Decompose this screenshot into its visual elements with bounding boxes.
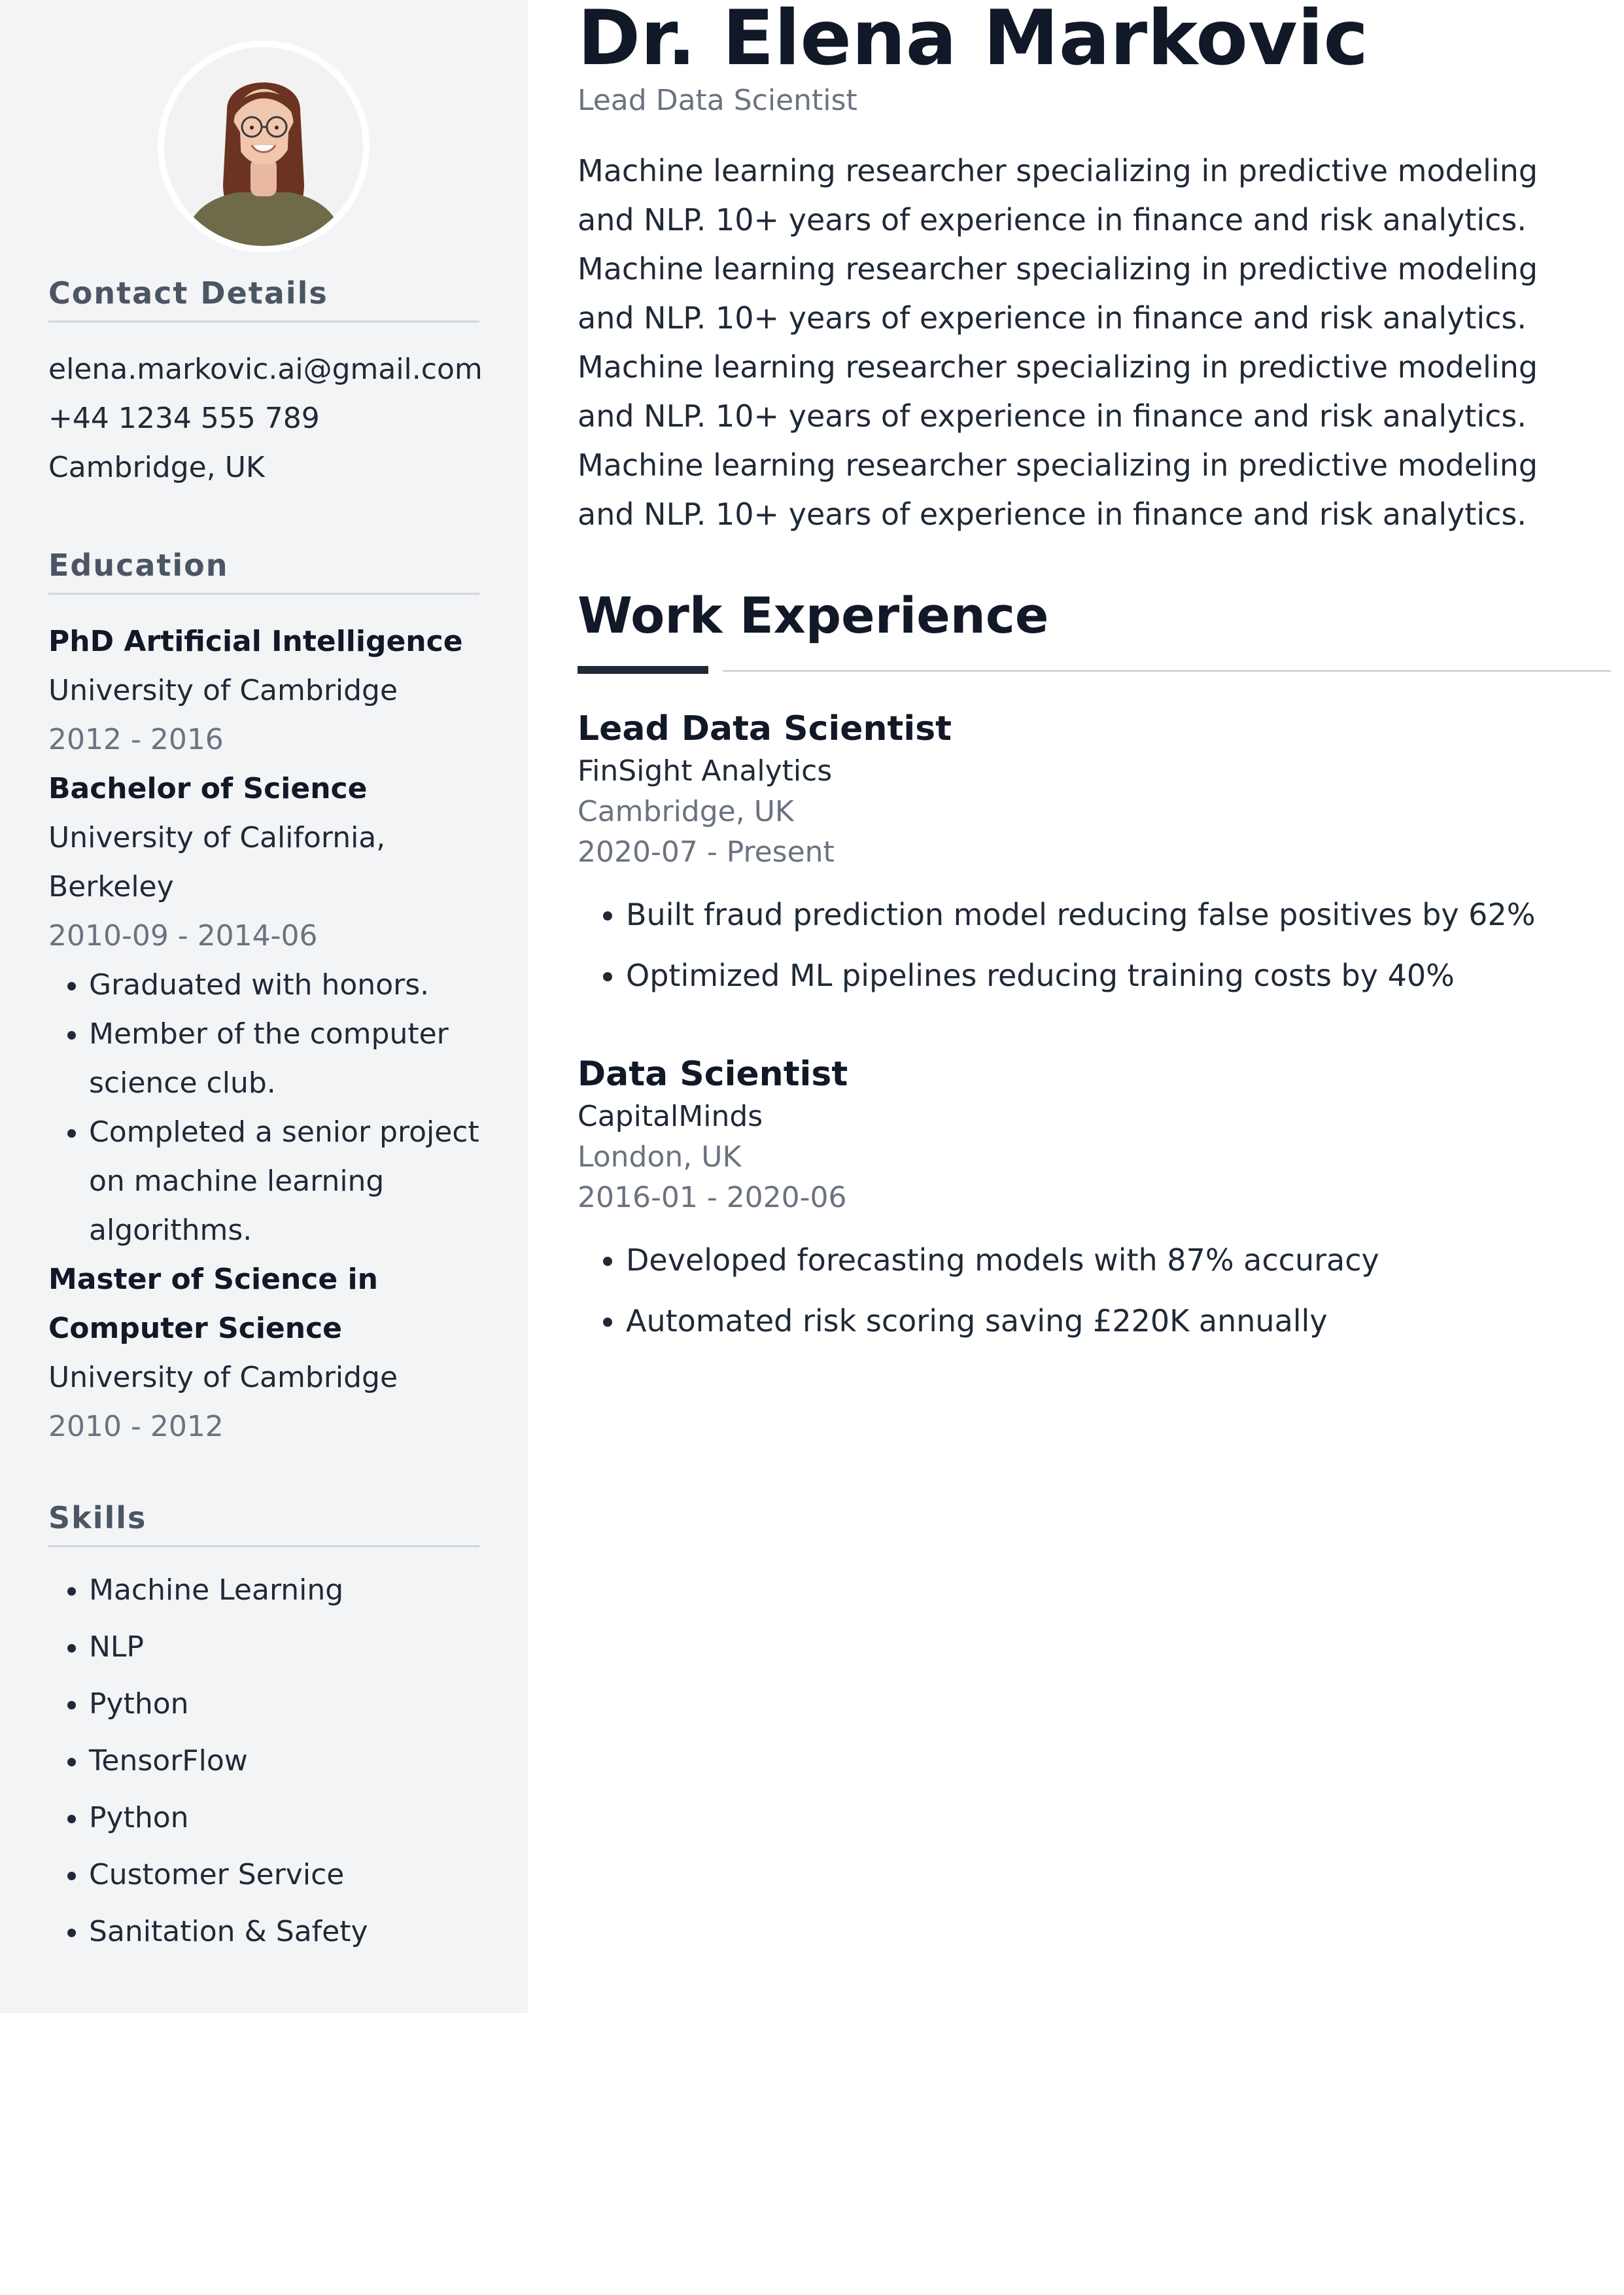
job-dates: 2020-07 - Present	[578, 835, 835, 869]
education-section	[48, 547, 479, 1451]
job-location: London, UK	[578, 1140, 742, 1174]
job-achievement: • Developed forecasting models with 87% accuracy	[626, 1230, 1611, 1291]
job-role: Data Scientist	[578, 1055, 848, 1094]
education-note: • Completed a senior project on machine learning algorithms.	[89, 1108, 479, 1255]
education-notes	[48, 960, 479, 1255]
job-company: FinSight Analytics	[578, 754, 833, 788]
divider-line	[723, 670, 1611, 672]
education-entry	[48, 617, 479, 764]
job-achievement: • Optimized ML pipelines reducing training costs by 40%	[626, 945, 1611, 1006]
contact-location: Cambridge, UK	[48, 451, 265, 484]
education-note: • Graduated with honors.	[89, 960, 479, 1009]
job-dates: 2016-01 - 2020-06	[578, 1181, 847, 1214]
contact-phone[interactable]: +44 1234 555 789	[48, 402, 320, 435]
job-achievements	[578, 1230, 1611, 1352]
candidate-name: Dr. Elena Markovic	[578, 0, 1369, 82]
section-divider	[578, 666, 1611, 674]
work-experience-heading: Work Experience	[578, 586, 1049, 644]
education-degree: PhD Artificial Intelligence	[48, 625, 463, 658]
profile-photo	[164, 47, 363, 246]
skill-item: • TensorFlow	[89, 1732, 479, 1789]
education-dates: 2012 - 2016	[48, 723, 224, 756]
skill-item: • Machine Learning	[89, 1562, 479, 1619]
skill-item: • NLP	[89, 1619, 479, 1675]
contact-section	[48, 275, 483, 492]
job-entry	[578, 707, 1611, 1006]
candidate-title: Lead Data Scientist	[578, 84, 857, 117]
skill-item: • Python	[89, 1789, 479, 1846]
job-achievement: • Built fraud prediction model reducing false positives by 62%	[626, 885, 1611, 945]
education-school: University of Cambridge	[48, 674, 398, 707]
skill-item: • Sanitation & Safety	[89, 1903, 479, 1960]
job-achievements	[578, 885, 1611, 1006]
job-role: Lead Data Scientist	[578, 709, 952, 748]
job-location: Cambridge, UK	[578, 795, 794, 828]
sidebar	[0, 0, 528, 2013]
education-school: University of Cambridge	[48, 1361, 398, 1394]
education-degree: Master of Science in Computer Science	[48, 1263, 378, 1345]
skills-list	[48, 1562, 479, 1960]
education-note: • Member of the computer science club.	[89, 1009, 479, 1108]
education-heading: Education	[48, 547, 479, 595]
job-entry	[578, 1052, 1611, 1352]
education-entry	[48, 1255, 479, 1451]
skills-heading: Skills	[48, 1499, 479, 1547]
job-company: CapitalMinds	[578, 1100, 763, 1133]
education-dates: 2010 - 2012	[48, 1410, 224, 1443]
job-achievement: • Automated risk scoring saving £220K annually	[626, 1291, 1611, 1352]
divider-accent	[578, 666, 708, 674]
skill-item: • Python	[89, 1675, 479, 1732]
profile-photo-frame	[158, 41, 370, 253]
profile-summary: Machine learning researcher specializing in predictive modeling and NLP. 10+ years of experience in finance and risk analytics. Machine learning researcher specializing in predictive modeling and NLP. 10+ years of experience in finance and risk analytics. Machine learning researcher specializing in predictive modeling and NLP. 10+ years of experience in finance and risk analytics. Machine learning researcher specializing in predictive modeling and NLP. 10+ years of experience in finance and risk analytics.	[578, 153, 1538, 532]
skills-section	[48, 1499, 479, 1960]
education-school: University of California, Berkeley	[48, 821, 386, 903]
contact-email[interactable]: elena.markovic.ai@gmail.com	[48, 353, 483, 386]
education-entry	[48, 764, 479, 1255]
skill-item: • Customer Service	[89, 1846, 479, 1903]
education-dates: 2010-09 - 2014-06	[48, 919, 318, 953]
contact-heading: Contact Details	[48, 275, 479, 323]
education-degree: Bachelor of Science	[48, 772, 368, 805]
